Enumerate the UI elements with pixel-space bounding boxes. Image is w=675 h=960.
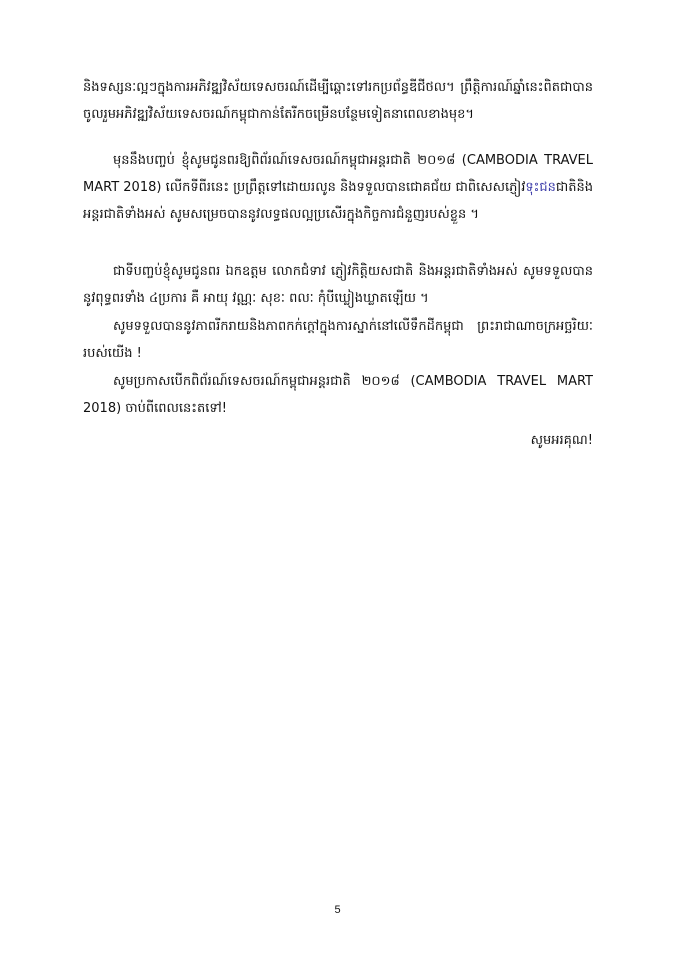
paragraph-text-before: មុននឹងបញ្ចប់ ខ្ញុំសូមជូនពរឱ្យពិព័រណ៍ទេសចរណ៍កម្ពុជាអន្តរជាតិ ២០១៨ (CAMBODIA TRAVEL MART 2018) លើកទីពីរនេះ ប្រព្រឹត្តទៅដោយរលូន និងទទួលបានជោគជ័យ ជាពិសេសភ្ញៀវ xyxy=(83,153,593,195)
paragraph-closing-wishes xyxy=(83,147,593,228)
closing-thanks: សូមអរគុណ! xyxy=(530,433,593,448)
paragraph-text-after: ជាតិនិងអន្តរជាតិទាំងអស់ សូមសម្រេចបាននូវលទ្ធផលល្អប្រសើរក្នុងកិច្ចការជំនួញរបស់ខ្លួន ។ xyxy=(83,180,593,222)
highlighted-word: ទុះជន xyxy=(525,180,556,195)
page-number: 5 xyxy=(334,904,341,916)
paragraph-digital-tourism: និងទស្សនៈល្អៗក្នុងការអភិវឌ្ឍវិស័យទេសចរណ៍ដើម្បីឆ្ពោះទៅរកប្រព័ន្ធឌីជីថល។ ព្រឹត្តិការណ៍ឆ្នាំនេះពិតជាបានចូលរួមអភិវឌ្ឍវិស័យទេសចរណ៍កម្ពុជាកាន់តែរីកចម្រើនបន្ថែមទៀតនាពេលខាងមុខ។ xyxy=(83,80,593,122)
paragraph-welcome: សូមទទួលបាននូវភាពរីករាយនិងភាពកក់ក្ដៅក្នុងការស្នាក់នៅលើទឹកដីកម្ពុជា ព្រះរាជាណាចក្រអច្ឆរិយៈរបស់យើង ! xyxy=(83,319,593,361)
paragraph-blessings: ជាទីបញ្ចប់ខ្ញុំសូមជូនពរ ឯកឧត្តម លោកជំទាវ ភ្ញៀវកិត្តិយសជាតិ និងអន្តរជាតិទាំងអស់ សូមទទួលបាននូវពុទ្ធពរទាំង ៤ប្រការ គឺ អាយុ វណ្ណៈ សុខៈ ពលៈ កុំបីឃ្លៀងឃ្លាតឡើយ ។ xyxy=(83,264,593,306)
paragraph-opening-declaration: សូមប្រកាសបើកពិព័រណ៍ទេសចរណ៍កម្ពុជាអន្តរជាតិ ២០១៨ (CAMBODIA TRAVEL MART 2018) ចាប់ពីពេលនេះតទៅ! xyxy=(83,374,593,416)
